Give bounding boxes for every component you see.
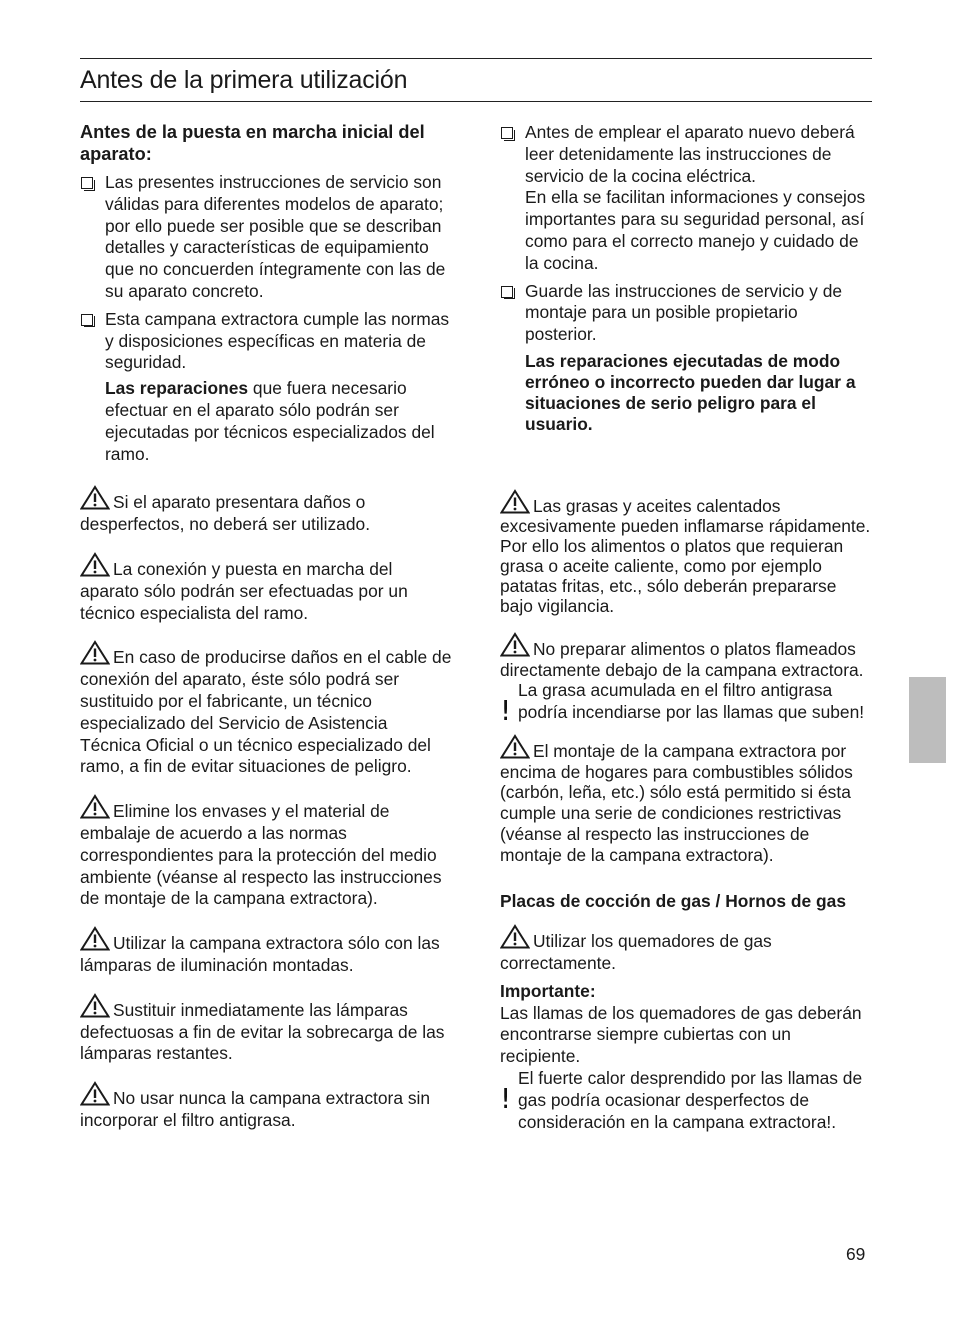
bullet-text-continued: En ella se facilitan informaciones y consejos importantes para su seguridad personal, así como para el correcto manejo y cuidado de la cocina. bbox=[525, 187, 866, 273]
repairs-paragraph bbox=[80, 378, 452, 465]
warning-connection-specialist: La conexión y puesta en marcha del aparato sólo podrán ser efectuadas por un técnico especialista del ramo. bbox=[80, 552, 452, 624]
warning-triangle-icon bbox=[500, 489, 530, 514]
repairs-text: que fuera necesario efectuar en el aparato sólo podrán ser ejecutadas por técnicos especializados del ramo. bbox=[105, 378, 435, 464]
checkbox-icon bbox=[81, 314, 93, 326]
warning-grease-filter: No usar nunca la campana extractora sin incorporar el filtro antigrasa. bbox=[80, 1081, 452, 1132]
warning-lamps-mounted: Utilizar la campana extractora sólo con las lámparas de iluminación montadas. bbox=[80, 926, 452, 977]
checkbox-icon bbox=[501, 286, 513, 298]
warning-triangle-icon bbox=[500, 632, 530, 657]
warning-triangle-icon bbox=[500, 734, 530, 759]
warning-cable-damage: En caso de producirse daños en el cable de conexión del aparato, éste sólo podrá ser sustituido por el fabricante, un técnico especializado del Servicio de Asistencia Técnica Oficial o un técnico especializado del ramo, a fin de evitar situaciones de peligro. bbox=[80, 640, 452, 778]
right-column bbox=[500, 122, 872, 1133]
header-rule-bottom bbox=[80, 101, 872, 102]
warning-gas-burners: Utilizar los quemadores de gas correctamente. bbox=[500, 924, 872, 975]
repairs-bold-warning: Las reparaciones ejecutadas de modo erróneo o incorrecto pueden dar lugar a situaciones de serio peligro para el usuario. bbox=[525, 350, 856, 434]
checkbox-icon bbox=[81, 177, 93, 189]
checkbox-bullet-safety-norms bbox=[80, 309, 452, 374]
checkbox-bullet-models bbox=[80, 172, 452, 303]
warning-replace-lamps: Sustituir inmediatamente las lámparas defectuosas a fin de evitar la sobrecarga de las lámparas restantes. bbox=[80, 993, 452, 1065]
bullet-text: Antes de emplear el aparato nuevo deberá leer detenidamente las instrucciones de servicio de la cocina eléctrica. bbox=[525, 122, 855, 186]
warning-triangle-icon bbox=[80, 552, 110, 577]
warning-triangle-icon bbox=[80, 485, 110, 510]
important-text: Las llamas de los quemadores de gas deberán encontrarse siempre cubiertas con un recipiente. bbox=[500, 1002, 862, 1067]
note-gas-heat: ! El fuerte calor desprendido por las llamas de gas podría ocasionar desperfectos de consideración en la campana extractora!. bbox=[500, 1068, 863, 1132]
warning-triangle-icon bbox=[80, 926, 110, 951]
checkbox-icon bbox=[501, 127, 513, 139]
bullet-text: Las presentes instrucciones de servicio son válidas para diferentes modelos de aparato; por ello puede ser posible que se describan detalles y características de equipamiento que no concuerden íntegramente con las de su aparato concreto. bbox=[105, 172, 446, 301]
bullet-text: Esta campana extractora cumple las normas y disposiciones específicas en materia de seguridad. bbox=[105, 308, 450, 373]
section-tab-marker bbox=[909, 677, 946, 763]
repairs-bold-text: Las reparaciones bbox=[105, 378, 249, 399]
warning-triangle-icon bbox=[80, 1081, 110, 1106]
header-rule-top bbox=[80, 58, 872, 59]
checkbox-bullet-read-instructions bbox=[500, 122, 872, 275]
important-label: Importante: bbox=[500, 980, 596, 1001]
exclamation-icon: ! bbox=[500, 694, 512, 728]
left-column bbox=[80, 122, 452, 1132]
section-heading-gas: Placas de cocción de gas / Hornos de gas bbox=[500, 891, 847, 912]
checkbox-bullet-keep-instructions bbox=[500, 281, 872, 346]
bullet-text: Guarde las instrucciones de servicio y de montaje para un posible propietario posterior. bbox=[525, 280, 843, 345]
warning-triangle-icon bbox=[500, 924, 530, 949]
warning-flambe: No preparar alimentos o platos flameados directamente debajo de la campana extractora. bbox=[500, 632, 872, 680]
section-heading-initial-start: Antes de la puesta en marcha inicial del aparato: bbox=[80, 122, 425, 164]
warning-packaging-disposal: Elimine los envases y el material de embalaje de acuerdo a las normas correspondientes para la protección del medio ambiente (véanse al respecto las instrucciones de montaje de la campana extractora). bbox=[80, 794, 452, 910]
page-title: Antes de la primera utilización bbox=[80, 66, 408, 94]
warning-triangle-icon bbox=[80, 640, 110, 665]
warning-hot-oil: Las grasas y aceites calentados excesivamente pueden inflamarse rápidamente. Por ello los alimentos o platos que requieran grasa o aceite caliente, como por ejemplo patatas fritas, etc., sólo deberán prepararse bajo vigilancia. bbox=[500, 489, 872, 616]
note-grease-fire: ! La grasa acumulada en el filtro antigrasa podría incendiarse por las llamas que suben! bbox=[500, 680, 872, 724]
warning-damaged-appliance: Si el aparato presentara daños o desperfectos, no deberá ser utilizado. bbox=[80, 485, 452, 536]
warning-solid-fuel: El montaje de la campana extractora por encima de hogares para combustibles sólidos (carbón, leña, etc.) sólo está permitido si ésta cumple una serie de condiciones restrictivas (véanse al respecto las instrucciones de montaje de la campana extractora). bbox=[500, 734, 872, 865]
warning-triangle-icon bbox=[80, 794, 110, 819]
warning-triangle-icon bbox=[80, 993, 110, 1018]
exclamation-icon: ! bbox=[500, 1082, 512, 1115]
page-number: 69 bbox=[846, 1244, 866, 1264]
